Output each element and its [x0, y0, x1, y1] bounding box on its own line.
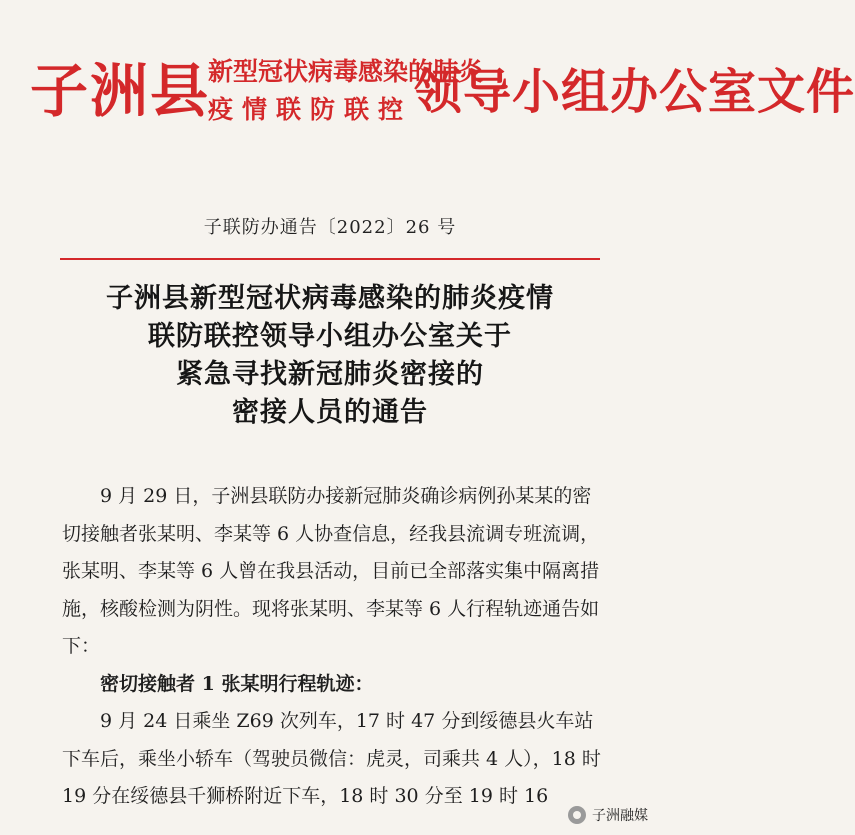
header-line2: 疫情联防联控: [208, 95, 413, 124]
title-line: 子洲县新型冠状病毒感染的肺炎疫情: [106, 283, 554, 314]
header-office: 领导小组办公室文件: [414, 64, 855, 120]
title-line: 联防联控领导小组办公室关于: [148, 321, 512, 352]
title-line: 紧急寻找新冠肺炎密接的: [176, 359, 484, 390]
document-header: [30, 44, 855, 154]
watermark-text: 子洲融媒: [592, 808, 648, 824]
document-body: [62, 478, 607, 816]
watermark: [568, 805, 648, 825]
red-divider: [60, 258, 600, 260]
header-county: 子洲县: [30, 57, 211, 125]
contact-subheading: 密切接触者 1 张某明行程轨迹：: [100, 672, 374, 695]
trace-paragraph: 9 月 24 日乘坐 Z69 次列车，17 时 47 分到绥德县火车站下车后，乘坐小轿车（驾驶员微信：虎灵，司乘共 4 人），18 时 19 分在绥德县千狮桥附近下车，18 时 30 分至 19 时 16: [62, 710, 601, 807]
document-number: 子联防办通告〔2022〕26 号: [203, 217, 457, 238]
watermark-logo-icon: [568, 806, 586, 824]
title-line: 密接人员的通告: [232, 397, 428, 428]
header-line1: 新型冠状病毒感染的肺炎: [208, 57, 484, 86]
intro-paragraph: 9 月 29 日，子洲县联防办接新冠肺炎确诊病例孙某某的密切接触者张某明、李某等 6 人协查信息，经我县流调专班流调，张某明、李某等 6 人曾在我县活动，目前已全部落实集中隔离措施，核酸检测为阴性。现将张某明、李某等 6 人行程轨迹通告如下：: [62, 485, 600, 657]
document-title: [0, 280, 660, 432]
